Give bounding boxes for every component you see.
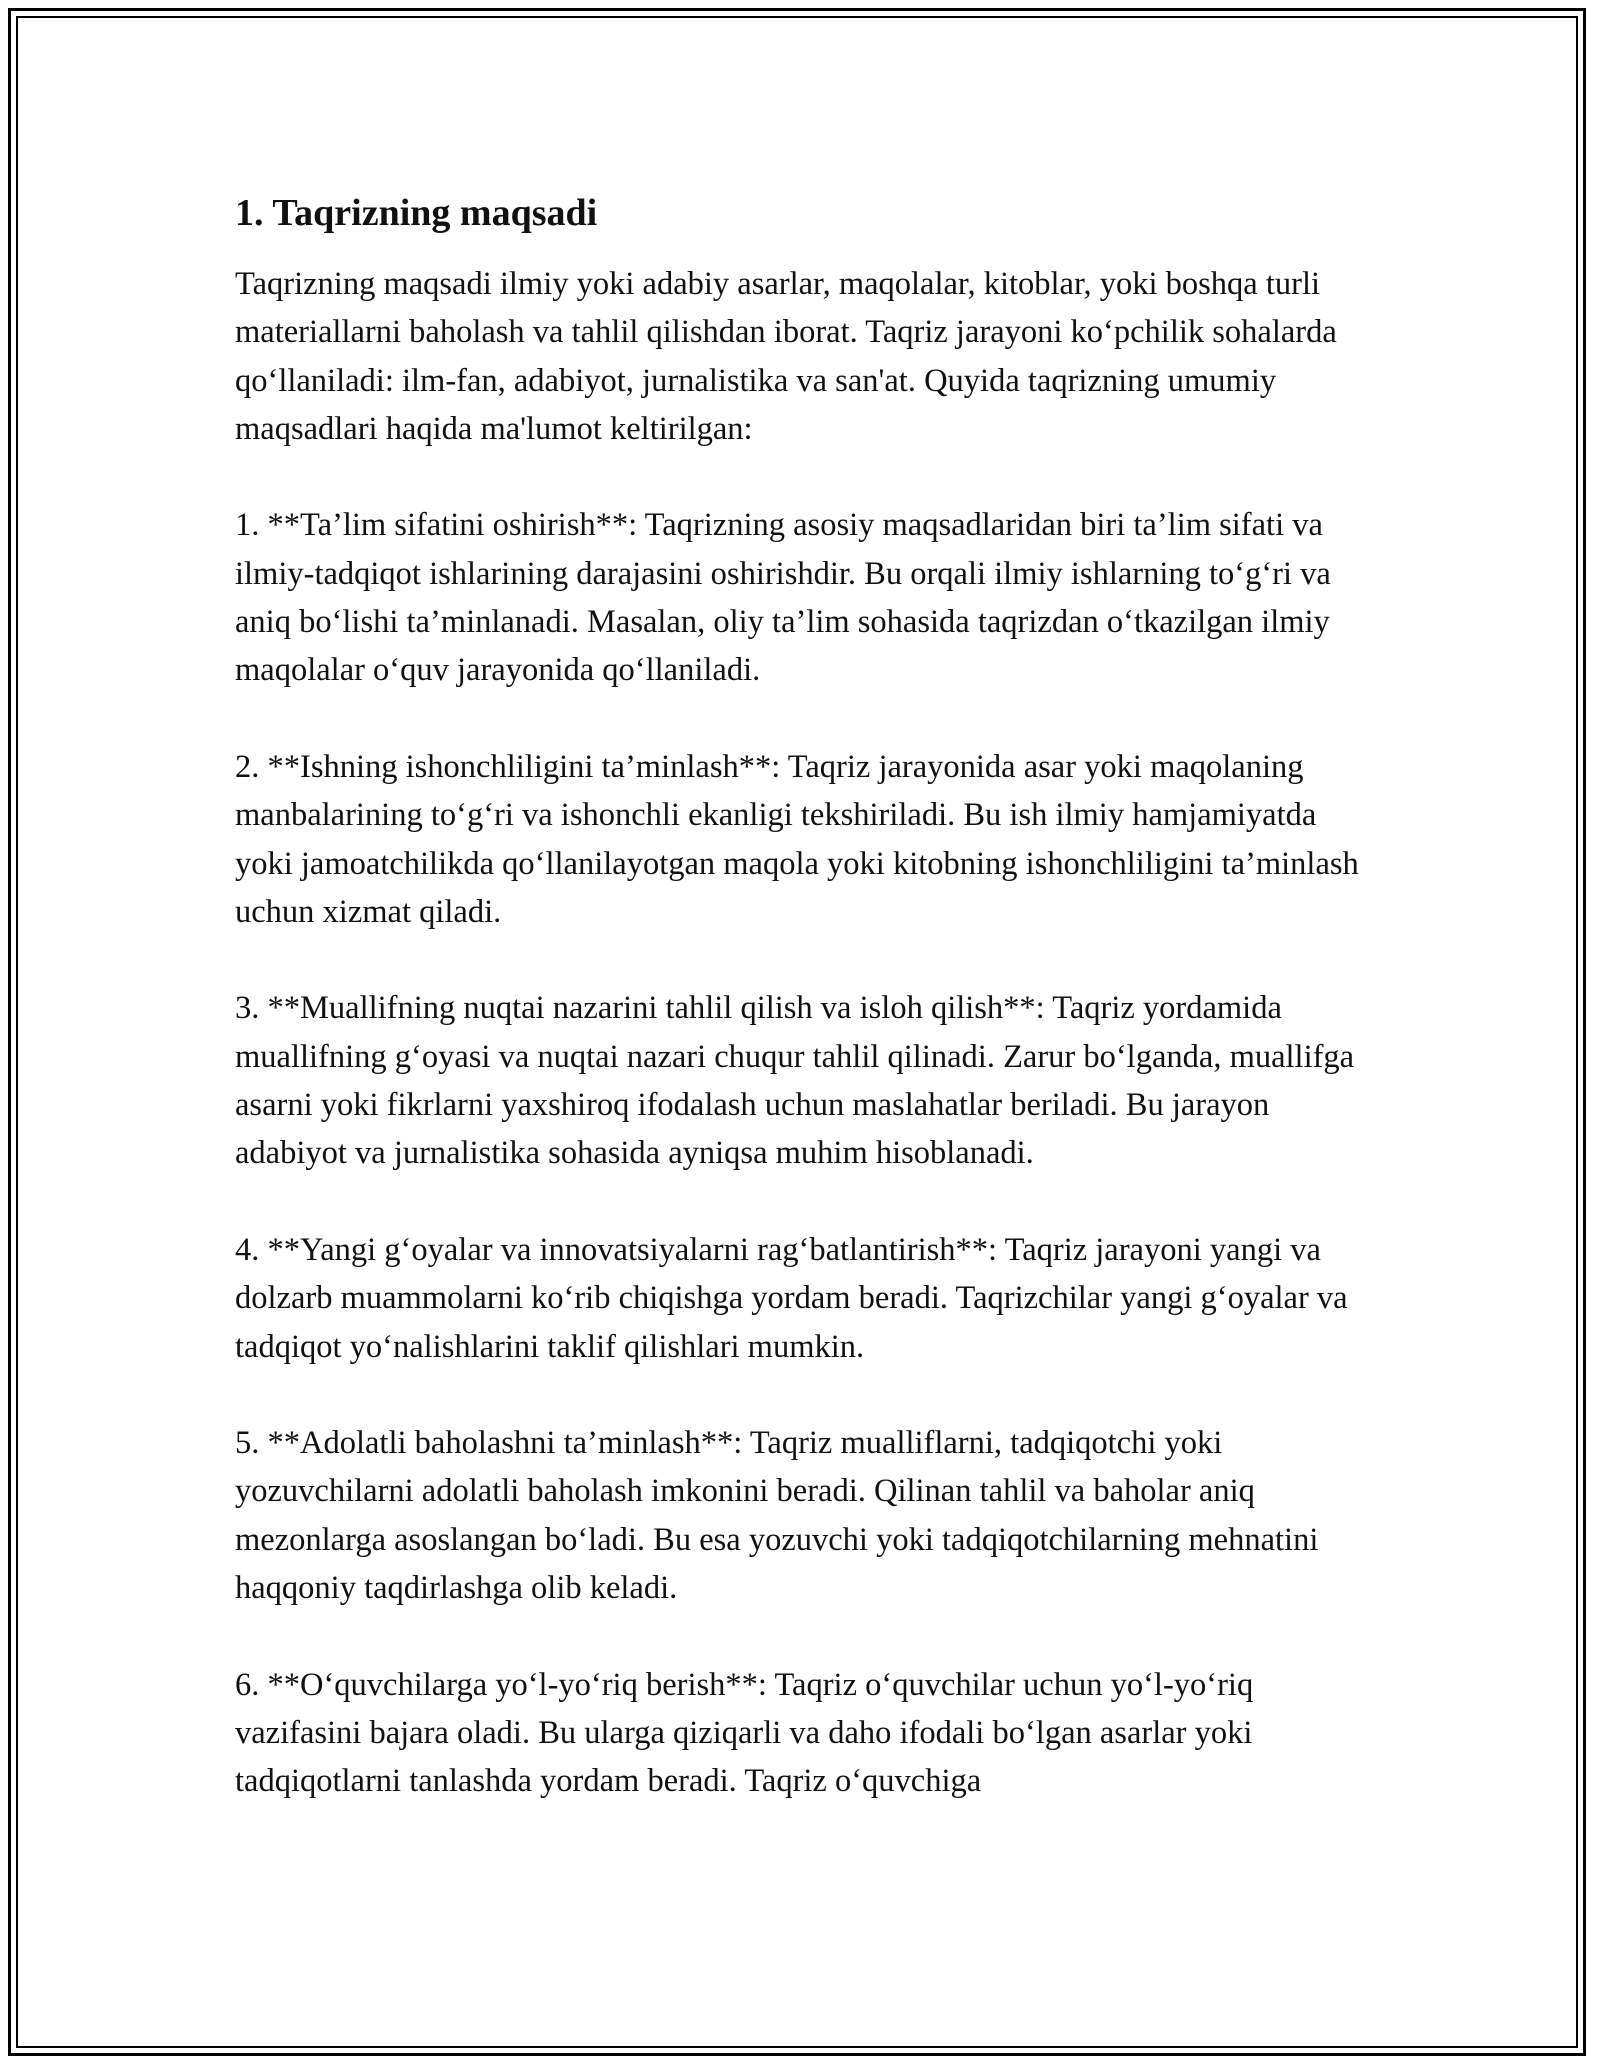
paragraph-item-5: 5. **Adolatli baholashni ta’minlash**: Taqriz mualliflarni, tadqiqotchi yoki yozuvchilarni adolatli baholash imkonini beradi. Qilinan tahlil va baholar aniq mezonlarga asoslangan bo‘ladi. Bu esa yozuvchi yoki tadqiqotchilarning mehnatini haqqoniy taqdirlashga olib keladi. — [235, 1425, 1319, 1607]
intro-paragraph: Taqrizning maqsadi ilmiy yoki adabiy asarlar, maqolalar, kitoblar, yoki boshqa turli materiallarni baholash va tahlil qilishdan iborat. Taqriz jarayoni ko‘pchilik sohalarda qo‘llaniladi: ilm-fan, adabiyot, jurnalistika va san'at. Quyida taqrizning umumiy maqsadlari haqida ma'lumot keltirilgan: — [235, 266, 1337, 447]
paragraph-item-1: 1. **Ta’lim sifatini oshirish**: Taqrizning asosiy maqsadlaridan biri ta’lim sifati va ilmiy-tadqiqot ishlarining darajasini oshirishdir. Bu orqali ilmiy ishlarning to‘g‘ri va aniq bo‘lishi ta’minlanadi. Masalan, oliy ta’lim sohasida taqrizdan o‘tkazilgan ilmiy maqolalar o‘quv jarayonida qo‘llaniladi. — [235, 507, 1331, 689]
section-heading: 1. Taqrizning maqsadi — [235, 192, 598, 234]
paragraph-item-6: 6. **O‘quvchilarga yo‘l-yo‘riq berish**: Taqriz o‘quvchilar uchun yo‘l-yo‘riq vazifasini bajara oladi. Bu ularga qiziqarli va daho ifodali bo‘lgan asarlar yoki tadqiqotlarni tanlashda yordam beradi. Taqriz o‘quvchiga — [235, 1666, 1254, 1800]
paragraph-item-4: 4. **Yangi g‘oyalar va innovatsiyalarni rag‘batlantirish**: Taqriz jarayoni yangi va dolzarb muammolarni ko‘rib chiqishga yordam beradi. Taqrizchilar yangi g‘oyalar va tadqiqot yo‘nalishlarini taklif qilishlari mumkin. — [235, 1231, 1348, 1365]
paragraph-item-2: 2. **Ishning ishonchliligini ta’minlash**: Taqriz jarayonida asar yoki maqolaning manbalarining to‘g‘ri va ishonchli ekanligi tekshiriladi. Bu ish ilmiy hamjamiyatda yoki jamoatchilikda qo‘llanilayotgan maqola yoki kitobning ishonchliligini ta’minlash uchun xizmat qiladi. — [235, 748, 1359, 930]
paragraph-item-3: 3. **Muallifning nuqtai nazarini tahlil qilish va isloh qilish**: Taqriz yordamida muallifning g‘oyasi va nuqtai nazari chuqur tahlil qilinadi. Zarur bo‘lganda, muallifga asarni yoki fikrlarni yaxshiroq ifodalash uchun maslahatlar beriladi. Bu jarayon adabiyot va jurnalistika sohasida ayniqsa muhim hisoblanadi. — [235, 990, 1355, 1172]
document-body — [235, 187, 1375, 1806]
